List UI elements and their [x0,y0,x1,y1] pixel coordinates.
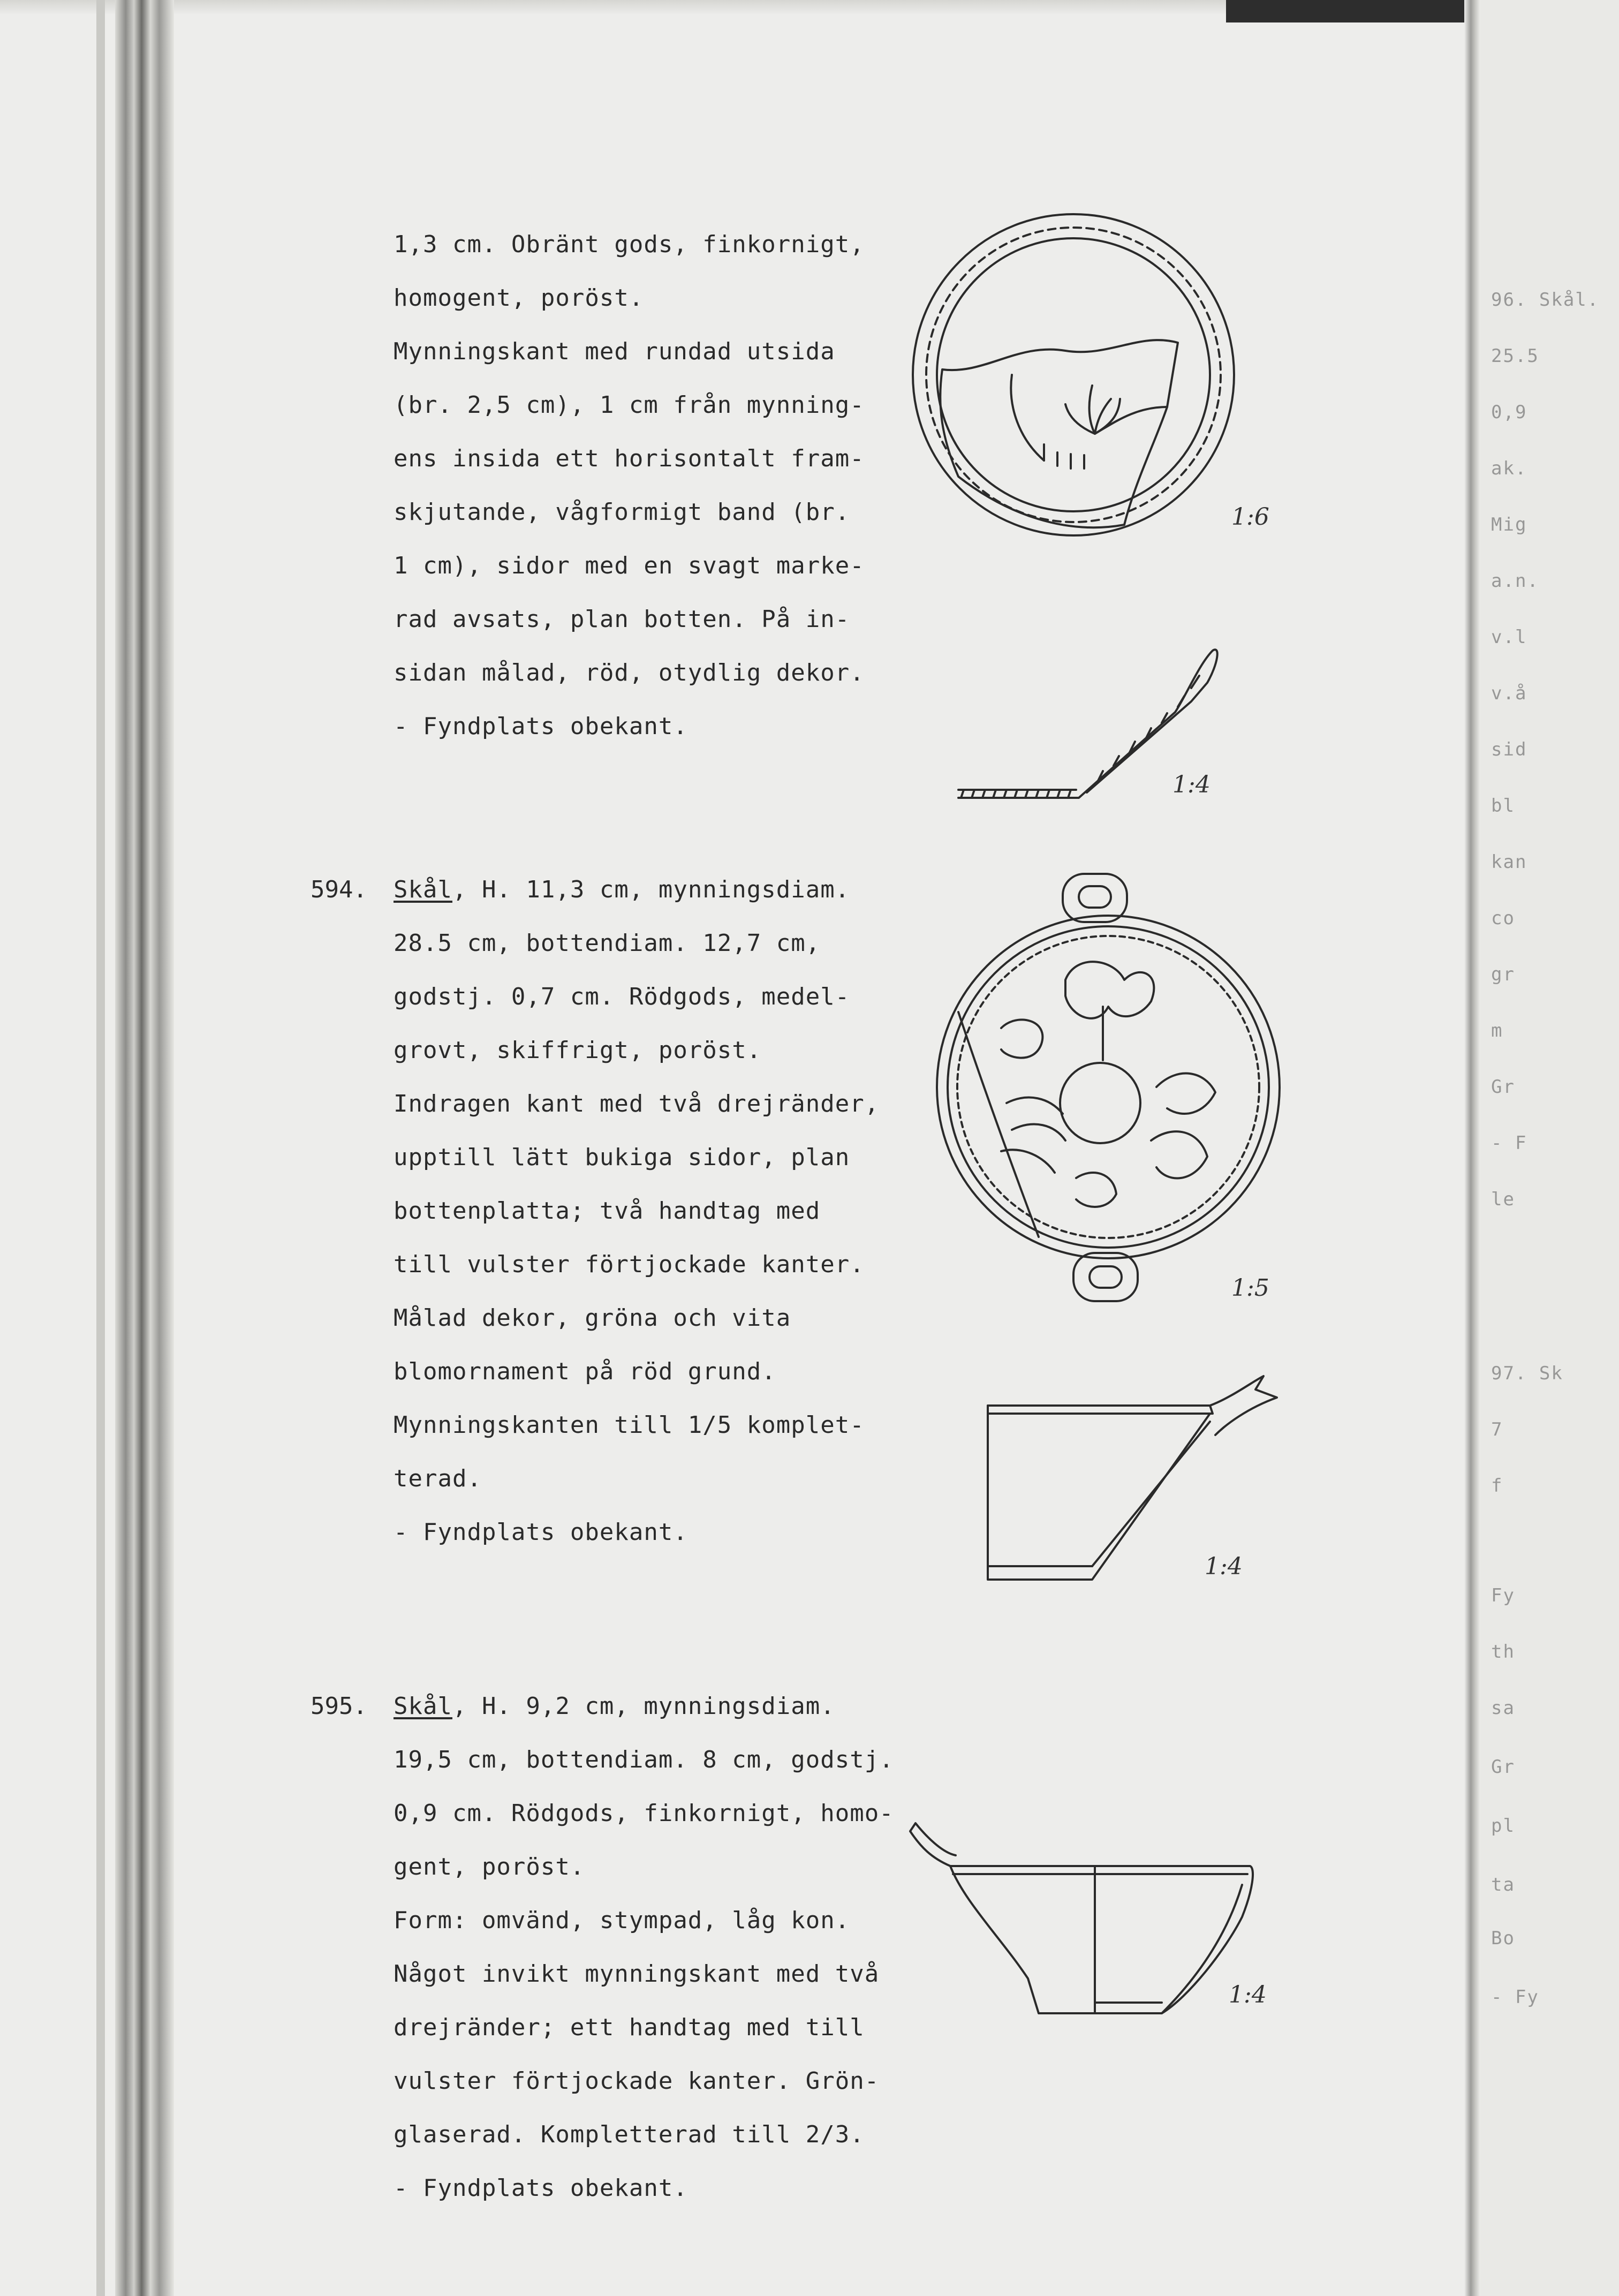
bowl-593-plan-drawing [913,214,1234,535]
next-page-text: 96. Skål. [1491,289,1600,311]
entry-text-line: - Fyndplats obekant. [394,2174,688,2202]
next-page-text: ak. [1491,458,1527,479]
entry-text-line: 1 cm), sidor med en svagt marke- [394,552,865,579]
scale-label: 1:4 [1229,1981,1267,2008]
next-page-text: a.n. [1491,570,1539,592]
entry-text-line: sidan målad, röd, otydlig dekor. [394,659,865,686]
next-page-text: Gr [1491,1076,1515,1098]
entry-text-line: bottenplatta; två handtag med [394,1197,821,1225]
scale-label: 1:5 [1231,1274,1269,1302]
entry-text-line: upptill lätt bukiga sidor, plan [394,1144,850,1171]
entry-text-line: rad avsats, plan botten. På in- [394,606,850,633]
next-page-text: ta [1491,1874,1515,1895]
bowl-594-profile-drawing [988,1376,1277,1580]
entry-text-line: (br. 2,5 cm), 1 cm från mynning- [394,391,865,419]
next-page-text: Fy [1491,1585,1515,1606]
entry-text-line: ens insida ett horisontalt fram- [394,445,865,472]
next-page-text: le [1491,1189,1515,1210]
next-page-text: Bo [1491,1928,1515,1949]
entry-text-line: homogent, poröst. [394,284,644,312]
entry-title: Skål [394,876,452,903]
entry-text-line: skjutande, vågformigt band (br. [394,499,850,526]
entry-heading-rest: , H. 9,2 cm, mynningsdiam. [452,1693,835,1720]
scale-label: 1:4 [1205,1553,1243,1580]
next-page-text: 0,9 [1491,402,1527,423]
next-page-text: 25.5 [1491,345,1539,367]
entry-text-line: - Fyndplats obekant. [394,1519,688,1546]
entry-text-line: till vulster förtjockade kanter. [394,1251,865,1278]
next-page-text: sa [1491,1697,1515,1719]
entry-text-line: terad. [394,1465,482,1492]
bowl-595-profile-drawing [910,1823,1253,2013]
next-page-text: Mig [1491,514,1527,535]
entry-text-line: Något invikt mynningskant med två [394,1960,880,1988]
next-page-text: m [1491,1020,1503,1041]
entry-text-line: glaserad. Kompletterad till 2/3. [394,2121,865,2148]
scale-label: 1:4 [1172,771,1211,798]
entry-text-line: 28.5 cm, bottendiam. 12,7 cm, [394,930,821,957]
next-page-text: v.å [1491,683,1527,704]
entry-text-line: grovt, skiffrigt, poröst. [394,1037,762,1064]
next-page-text: f [1491,1475,1503,1497]
entry-text-line: Mynningskant med rundad utsida [394,338,835,365]
next-page-text: sid [1491,739,1527,760]
next-page-text: pl [1491,1815,1515,1837]
entry-text-line: Mynningskanten till 1/5 komplet- [394,1411,865,1439]
entry-text-line: - Fyndplats obekant. [394,713,688,740]
next-page-text: 97. Sk [1491,1363,1563,1384]
entry-text-line: vulster förtjockade kanter. Grön- [394,2067,880,2095]
entry-title: Skål [394,1693,452,1720]
bowl-594-plan-drawing [937,874,1280,1301]
entry-text-line: 0,9 cm. Rödgods, finkornigt, homo- [394,1800,894,1827]
next-page-text: - Fy [1491,1987,1539,2008]
next-page-text: th [1491,1641,1515,1663]
entry-text-line: Indragen kant med två drejränder, [394,1090,880,1117]
next-page-text: kan [1491,851,1527,873]
entry-text-line: 1,3 cm. Obränt gods, finkornigt, [394,231,865,258]
next-page-text: gr [1491,964,1515,985]
next-page-text: v.l [1491,626,1527,648]
entry-text-line: blomornament på röd grund. [394,1358,776,1385]
entry-number: 594. [311,876,367,903]
next-page-text: bl [1491,795,1515,817]
entry-text-line: godstj. 0,7 cm. Rödgods, medel- [394,983,850,1010]
next-page-text: co [1491,908,1515,929]
scale-label: 1:6 [1231,503,1269,531]
entry-text-line: gent, poröst. [394,1853,585,1880]
entry-text-line: drejränder; ett handtag med till [394,2014,865,2041]
entry-text-line: 19,5 cm, bottendiam. 8 cm, godstj. [394,1746,894,1773]
next-page-text: Gr [1491,1756,1515,1778]
entry-text-line: Målad dekor, gröna och vita [394,1304,791,1332]
next-page-text: 7 [1491,1419,1503,1440]
next-page-text: - F [1491,1132,1527,1154]
entry-number: 595. [311,1693,367,1720]
entry-text-line: Form: omvänd, stympad, låg kon. [394,1907,850,1934]
entry-heading-rest: , H. 11,3 cm, mynningsdiam. [452,876,850,903]
